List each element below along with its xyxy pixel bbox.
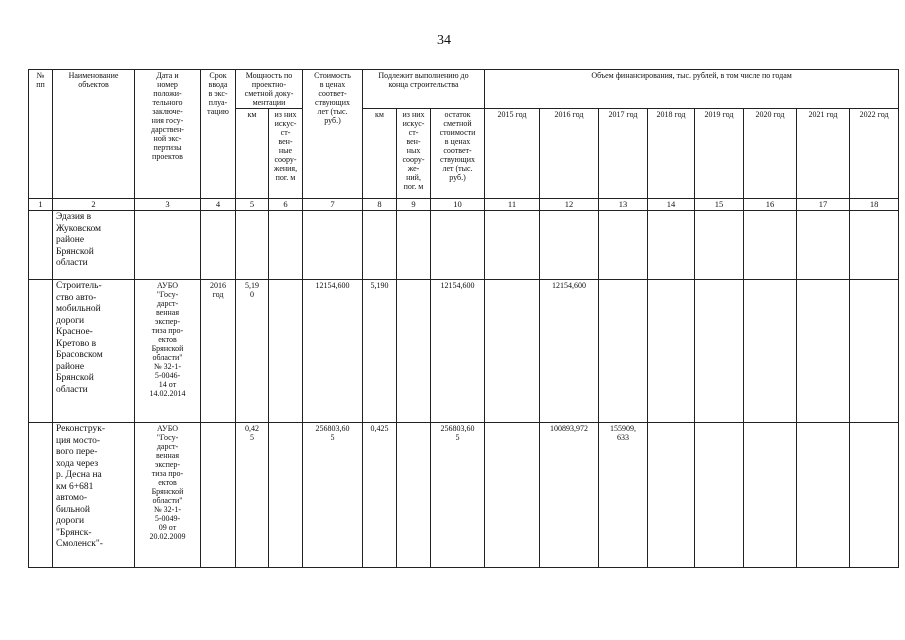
- year-2015-cell: [485, 423, 540, 568]
- rem-km-cell: [363, 211, 397, 280]
- year-2022-cell: [850, 280, 899, 423]
- year-header: 2018 год: [648, 109, 695, 199]
- year-2018-cell: [648, 211, 695, 280]
- year-2021-cell: [797, 280, 850, 423]
- rem-km-cell: 5,190: [363, 280, 397, 423]
- col-commission-header: Срок ввода в экс- плуа- тацию: [201, 70, 236, 199]
- financing-group-header: Объем финансирования, тыс. рублей, в том числе по годам: [485, 70, 899, 109]
- header-row: [29, 70, 899, 109]
- year-header: 2017 год: [599, 109, 648, 199]
- remaining-group-header: Подлежит выполнению до конца строительства: [363, 70, 485, 109]
- column-number: 1: [29, 199, 53, 211]
- year-2019-cell: [695, 211, 744, 280]
- year-2016-cell: [540, 211, 599, 280]
- col-rem-cost-header: остаток сметной стоимости в ценах соответ- ствующих лет (тыс. руб.): [431, 109, 485, 199]
- column-number: 7: [303, 199, 363, 211]
- rem-cost-cell: [431, 211, 485, 280]
- rem-structures-cell: [397, 280, 431, 423]
- financing-table: [28, 69, 899, 568]
- row-number-cell: [29, 211, 53, 280]
- column-number-row: [29, 199, 899, 211]
- table-row: [29, 211, 899, 280]
- column-number: 8: [363, 199, 397, 211]
- structures-cell: [269, 280, 303, 423]
- col-rem-structures-header: из них искус- ст- вен- ных соору- же- ний, пог. м: [397, 109, 431, 199]
- year-2019-cell: [695, 280, 744, 423]
- year-2017-cell: 155909, 633: [599, 423, 648, 568]
- cost-cell: [303, 211, 363, 280]
- commission-cell: [201, 211, 236, 280]
- expertise-cell: АУБО "Госу- дарст- венная экспер- тиза про- ектов Брянской области" № 32-1- 5-0049- 09 от 20.02.2009: [135, 423, 201, 568]
- year-header: 2022 год: [850, 109, 899, 199]
- table-row: [29, 423, 899, 568]
- column-number: 12: [540, 199, 599, 211]
- year-header: 2020 год: [744, 109, 797, 199]
- rem-structures-cell: [397, 211, 431, 280]
- expertise-cell: АУБО "Госу- дарст- венная экспер- тиза про- ектов Брянской области" № 32-1- 5-0046- 14 от 14.02.2014: [135, 280, 201, 423]
- year-header: 2016 год: [540, 109, 599, 199]
- year-2021-cell: [797, 423, 850, 568]
- structures-cell: [269, 423, 303, 568]
- cost-cell: 12154,600: [303, 280, 363, 423]
- rem-km-cell: 0,425: [363, 423, 397, 568]
- capacity-group-header: Мощность по проектно- сметной доку- ментации: [236, 70, 303, 109]
- column-number: 10: [431, 199, 485, 211]
- column-number: 14: [648, 199, 695, 211]
- year-2018-cell: [648, 280, 695, 423]
- km-cell: 5,19 0: [236, 280, 269, 423]
- year-header: 2021 год: [797, 109, 850, 199]
- km-cell: 0,42 5: [236, 423, 269, 568]
- structures-cell: [269, 211, 303, 280]
- year-2015-cell: [485, 280, 540, 423]
- object-name-cell: Строитель- ство авто- мобильной дороги Красное- Кретово в Брасовском районе Брянской области: [53, 280, 135, 423]
- column-number: 11: [485, 199, 540, 211]
- rem-structures-cell: [397, 423, 431, 568]
- column-number: 5: [236, 199, 269, 211]
- rem-cost-cell: 12154,600: [431, 280, 485, 423]
- row-number-cell: [29, 423, 53, 568]
- year-2019-cell: [695, 423, 744, 568]
- column-number: 16: [744, 199, 797, 211]
- year-2016-cell: 12154,600: [540, 280, 599, 423]
- col-number-header: № пп: [29, 70, 53, 199]
- year-header: 2019 год: [695, 109, 744, 199]
- column-number: 18: [850, 199, 899, 211]
- year-2017-cell: [599, 211, 648, 280]
- col-rem-km-header: км: [363, 109, 397, 199]
- year-2020-cell: [744, 423, 797, 568]
- col-km-header: км: [236, 109, 269, 199]
- year-2020-cell: [744, 211, 797, 280]
- year-2015-cell: [485, 211, 540, 280]
- column-number: 4: [201, 199, 236, 211]
- row-number-cell: [29, 280, 53, 423]
- year-2022-cell: [850, 423, 899, 568]
- col-cost-header: Стоимость в ценах соответ- ствующих лет (тыс. руб.): [303, 70, 363, 199]
- page-number: 34: [437, 33, 451, 48]
- km-cell: [236, 211, 269, 280]
- expertise-cell: [135, 211, 201, 280]
- commission-cell: 2016 год: [201, 280, 236, 423]
- column-number: 13: [599, 199, 648, 211]
- table-row: [29, 280, 899, 423]
- year-2022-cell: [850, 211, 899, 280]
- column-number: 2: [53, 199, 135, 211]
- year-2018-cell: [648, 423, 695, 568]
- column-number: 15: [695, 199, 744, 211]
- year-header: 2015 год: [485, 109, 540, 199]
- year-2017-cell: [599, 280, 648, 423]
- column-number: 6: [269, 199, 303, 211]
- column-number: 9: [397, 199, 431, 211]
- object-name-cell: Реконструк- ция мосто- вого пере- хода через р. Десна на км 6+681 автомо- бильной дороги "Брянск- Смоленск"-: [53, 423, 135, 568]
- col-expertise-header: Дата и номер положи- тельного заключе- ния госу- дарствен- ной экс- пертизы проектов: [135, 70, 201, 199]
- object-name-cell: Эдазия в Жуковском районе Брянской области: [53, 211, 135, 280]
- year-2016-cell: 100893,972: [540, 423, 599, 568]
- cost-cell: 256803,60 5: [303, 423, 363, 568]
- rem-cost-cell: 256803,60 5: [431, 423, 485, 568]
- year-2020-cell: [744, 280, 797, 423]
- column-number: 17: [797, 199, 850, 211]
- col-structures-header: из них искус- ст- вен- ные соору- жения, пог. м: [269, 109, 303, 199]
- column-number: 3: [135, 199, 201, 211]
- year-2021-cell: [797, 211, 850, 280]
- commission-cell: [201, 423, 236, 568]
- col-name-header: Наименование объектов: [53, 70, 135, 199]
